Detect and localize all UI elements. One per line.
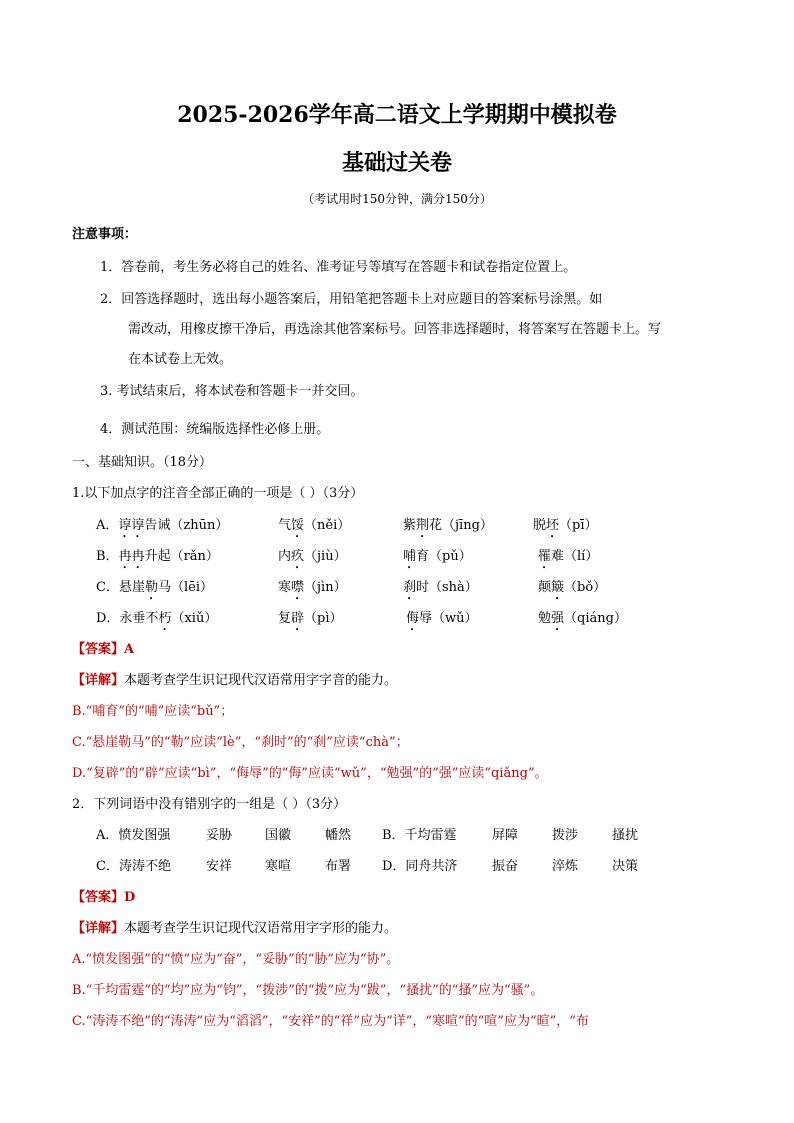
- q2-row1-item: 国徽: [265, 828, 292, 843]
- q1-option-d-item-1: D．永垂不朽（xiǔ）: [96, 611, 218, 626]
- q1-option-a-item-1: A．谆谆告诫（zhūn）: [96, 518, 229, 533]
- q1-answer-line: [72, 638, 134, 657]
- notes-item-2-line-3: 在本试卷上无效。: [128, 352, 233, 367]
- notes-item-4: 4．测试范围：统编版选择性必修上册。: [100, 422, 330, 437]
- answer-tag: 【答案】: [72, 890, 125, 905]
- q2-row2-item: 布署: [325, 859, 352, 874]
- q2-row1-item: 幡然: [325, 828, 352, 843]
- q2-row1-item: 屏障: [492, 828, 519, 843]
- answer-value: A: [124, 642, 135, 657]
- q1-option-a-item-3: 紫荆花（jīng）: [403, 518, 493, 533]
- q2-detail-line: [72, 917, 397, 936]
- q2-row1-item: A．愤发图强: [96, 828, 171, 843]
- q1-explanation-d: D.“复辟”的“辟”应读“bì”，“侮辱”的“侮”应读“wǔ”，“勉强”的“强”应读“qiǎng”。: [72, 766, 548, 781]
- q2-row2-item: 寒喧: [265, 859, 292, 874]
- q2-row2-item: 淬炼: [552, 859, 579, 874]
- q2-row2-item: C．涛涛不绝: [96, 859, 171, 874]
- q1-option-c-item-4: 颠簸（bǒ）: [538, 580, 607, 595]
- q1-explanation-c: C.“悬崖勒马”的“勒”应读“lè”，“刹时”的“刹”应读“chà”；: [72, 735, 409, 750]
- q1-option-c-item-2: 寒噤（jìn）: [278, 580, 347, 595]
- q2-row2-item: 决策: [612, 859, 639, 874]
- q1-option-c-item-1: C．悬崖勒马（lēi）: [96, 580, 213, 595]
- exam-info: （考试用时150分钟，满分150分）: [302, 192, 492, 206]
- q2-row1-item: 妥胁: [206, 828, 233, 843]
- section-1-heading: 一、基础知识。（18分）: [72, 455, 213, 470]
- notes-item-1: 1．答卷前，考生务必将自己的姓名、准考证号等填写在答题卡和试卷指定位置上。: [100, 260, 577, 275]
- q1-option-b-item-3: 哺育（pǔ）: [403, 549, 472, 564]
- q1-detail-line: [72, 669, 397, 688]
- exam-subtitle: 基础过关卷: [341, 150, 452, 176]
- question-2-stem: 2．下列词语中没有错别字的一组是（ ）（3分）: [72, 797, 347, 812]
- q1-option-d-item-3: 侮辱（wǔ）: [406, 611, 478, 626]
- q1-option-b-item-4: 罹难（lí）: [538, 549, 599, 564]
- detail-tag: 【详解】: [72, 673, 125, 688]
- q2-row2-item: 振奋: [492, 859, 519, 874]
- q1-option-b-item-1: B．冉冉升起（rǎn）: [96, 549, 219, 564]
- q1-explanation-b: B.“哺育”的“哺”应读“bǔ”；: [72, 704, 234, 719]
- q2-explanation-b: B.“千均雷霆”的“均”应为“钧”，“拨涉”的“拨”应为“跋”，“搔扰”的“搔”应为“骚”。: [72, 983, 544, 998]
- q2-row2-item: 安祥: [206, 859, 233, 874]
- detail-tag: 【详解】: [72, 921, 125, 936]
- q2-answer-line: [72, 886, 135, 905]
- notes-item-2-line-1: 2．回答选择题时，选出每小题答案后，用铅笔把答题卡上对应题目的答案标号涂黑。如: [100, 292, 603, 307]
- q1-option-a-item-4: 脱坯（pī）: [533, 518, 598, 533]
- q2-row2-item: D．同舟共济: [382, 859, 458, 874]
- q1-option-d-item-2: 复辟（pì）: [278, 611, 343, 626]
- q2-row1-item: B．千均雷霆: [382, 828, 457, 843]
- q2-row1-item: 搔扰: [612, 828, 639, 843]
- question-1-stem: 1.以下加点字的注音全部正确的一项是（ ）（3分）: [72, 486, 364, 501]
- q1-option-a-item-2: 气馁（něi）: [278, 518, 351, 533]
- answer-tag: 【答案】: [72, 642, 125, 657]
- notes-item-2-line-2: 需改动，用橡皮擦干净后，再选涂其他答案标号。回答非选择题时，将答案写在答题卡上。写: [128, 322, 662, 337]
- notes-item-3: 3. 考试结束后，将本试卷和答题卡一并交回。: [100, 384, 364, 399]
- q1-option-b-item-2: 内疚（jiù）: [278, 549, 347, 564]
- detail-text: 本题考查学生识记现代汉语常用字字形的能力。: [124, 921, 398, 936]
- q2-explanation-a: A.“愤发图强”的“愤”应为“奋”，“妥胁”的“胁”应为“协”。: [72, 952, 400, 967]
- q1-option-c-item-3: 刹时（shà）: [403, 580, 478, 595]
- q1-option-d-item-4: 勉强（qiáng）: [538, 611, 627, 626]
- answer-value: D: [124, 890, 136, 905]
- notes-heading: 注意事项：: [72, 227, 138, 242]
- detail-text: 本题考查学生识记现代汉语常用字字音的能力。: [124, 673, 398, 688]
- q2-row1-item: 拨涉: [552, 828, 579, 843]
- exam-title: 2025-2026学年高二语文上学期期中模拟卷: [177, 102, 617, 128]
- q2-explanation-c: C.“涛涛不绝”的“涛涛”应为“滔滔”，“安祥”的“祥”应为“详”，“寒喧”的“喧”应为“暄”，“布: [72, 1014, 589, 1029]
